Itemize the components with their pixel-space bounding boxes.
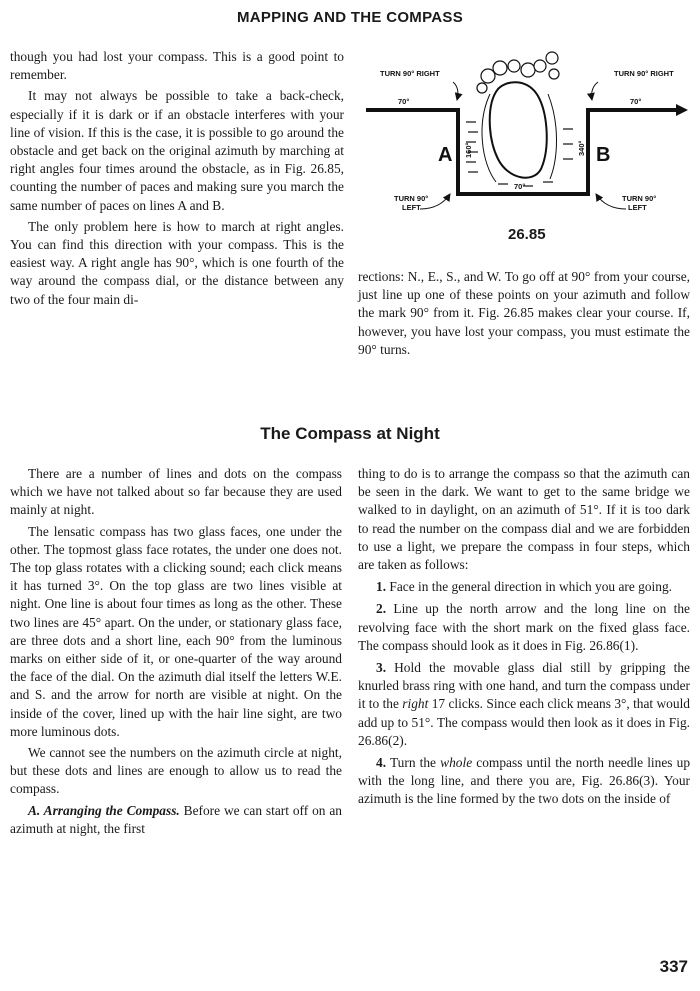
step-paragraph — [358, 659, 690, 750]
running-header: MAPPING AND THE COMPASS — [236, 9, 464, 26]
subsection-text: Before we can start off on an azimuth at night, the first — [10, 802, 342, 836]
step-text: compass until the north needle lines up with the long line, and there you are, Fig. 26.86(3). Your azimuth is the line formed by the two dots on the inside of — [358, 755, 691, 807]
step-text: Hold the movable glass dial still by gripping the knurled brass ring with one hand, and turn the compass under it to the — [358, 660, 690, 712]
obstacle-pond — [482, 82, 556, 182]
step-paragraph — [358, 578, 690, 596]
azimuth-label: 340° — [577, 140, 586, 156]
turn-left-label: TURN 90° — [394, 194, 429, 203]
step-text: Turn the — [389, 755, 437, 771]
step-emphasis: right — [402, 696, 429, 712]
step-paragraph — [358, 600, 690, 655]
paragraph: rections: N., E., S., and W. To go off at 90° from your course, just line up one of these points on your azimuth and follow the mark 90° from it. Fig. 26.85 makes clear your course. If, however, you have lost your compass, you must estimate the 90° turns. — [358, 269, 690, 357]
top-right-column — [358, 268, 690, 362]
bottom-left-column — [10, 465, 342, 841]
step-text: Face in the general direction in which you are going. — [389, 579, 673, 595]
bottom-right-column — [358, 465, 690, 812]
paragraph: It may not always be possible to take a back-check, especially if it is dark or if an obstacle interferes with your line of vision. If this is the case, it is possible to go around the obstacle and get back on the original azimuth by marching at right angles four times around the obstacle, as in Fig. 26.85, counting the number of paces and making sure you march the same number of paces on lines A and B. — [10, 88, 344, 213]
section-title: The Compass at Night — [260, 424, 440, 443]
step-text: Line up the north arrow and the long line on the revolving face with the short mark on the fixed glass face. The compass should look as it does in Fig. 26.86(1). — [358, 601, 690, 653]
paragraph: We cannot see the numbers on the azimuth circle at night, but these dots and lines are enough to allow us to read the compass. — [10, 745, 342, 797]
turn-right-label: TURN 90° RIGHT — [614, 69, 674, 78]
azimuth-label: 70° — [630, 97, 642, 106]
turn-right-label: TURN 90° RIGHT — [380, 69, 440, 78]
step-number: 3. — [376, 660, 387, 676]
step-paragraph — [358, 754, 690, 809]
line-b-label: B — [596, 144, 611, 166]
step-number: 4. — [376, 755, 387, 771]
obstacle-diagram-svg — [358, 44, 690, 249]
turn-left-label: LEFT — [402, 203, 421, 212]
azimuth-label: 160° — [464, 142, 473, 158]
paragraph: There are a number of lines and dots on the compass which we have not talked about so far because they are used mainly at night. — [10, 466, 342, 518]
step-emphasis: whole — [440, 755, 473, 771]
paragraph: The only problem here is how to march at right angles. You can find this direction with your compass. This is the easiest way. A right angle has 90°, which is one fourth of the way around the compass dial, or the distance between any two of the four main di- — [10, 218, 344, 307]
step-number: 2. — [376, 601, 387, 617]
obstacle-diagram — [358, 44, 690, 249]
direction-arrow-icon — [676, 104, 688, 116]
top-left-column — [10, 48, 344, 312]
step-number: 1. — [376, 579, 387, 595]
paragraph: thing to do is to arrange the compass so that the azimuth can be seen in the dark. We want to get to the same bridge we walked to in daylight, on an azimuth of 51°. If it is too dark to read the number on the compass dial and we are forbidden to use a light, we prepare the compass in four steps, which are taken as follows: — [358, 466, 690, 573]
step-text: 17 clicks. Since each click means 3°, that would add up to 51°. The compass would then look as it does in Fig. 26.86(2). — [358, 696, 690, 748]
line-a-label: A — [438, 144, 453, 166]
turn-left-label: LEFT — [628, 203, 647, 212]
turn-arrow — [453, 82, 458, 100]
subsection-heading: A. Arranging the Compass. — [28, 802, 180, 818]
subsection-paragraph — [10, 802, 342, 838]
figure-caption: 26.85 — [508, 226, 546, 243]
turn-left-label: TURN 90° — [622, 194, 657, 203]
paragraph: though you had lost your compass. This is a good point to remember. — [10, 49, 344, 83]
azimuth-label: 70° — [398, 97, 410, 106]
page-number: 337 — [659, 957, 688, 976]
paragraph: The lensatic compass has two glass faces, one under the other. The topmost glass face rotates, the under one does not. The top glass rotates with a clicking sound; each click means it has turned 3°. On the top glass are two lines visible at night. One line is about four times as long as the other. These two lines are 45° apart. On the under, or stationary glass face, are three dots and a short line, each 90° from the luminous marks on either side of it, or one-quarter of the way around the face of the dial. On the azimuth dial itself the letters W.E. and S. and the arrow for north are visible at night. On the inside of the cover, lined up with the hair line sight, are two more luminous dots. — [10, 523, 342, 739]
azimuth-label: 70° — [514, 182, 526, 191]
turn-arrow — [592, 82, 598, 100]
